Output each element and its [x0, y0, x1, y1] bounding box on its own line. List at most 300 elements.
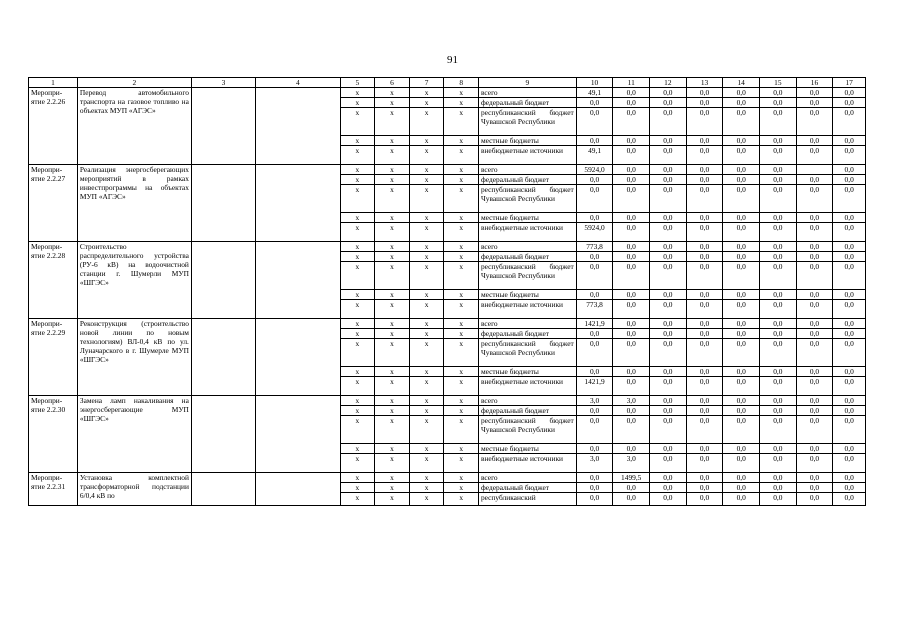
- value-cell: 0,0: [613, 483, 650, 493]
- value-cell: 0,0: [723, 165, 760, 175]
- value-cell: 0,0: [576, 98, 613, 108]
- value-cell: 0,0: [613, 300, 650, 319]
- x-mark-cell: х: [409, 454, 444, 473]
- page-number: 91: [447, 54, 458, 66]
- value-cell: 0,0: [796, 108, 833, 136]
- x-mark-cell: х: [444, 252, 479, 262]
- funding-source: местные бюджеты: [478, 290, 576, 300]
- x-mark-cell: х: [375, 444, 410, 454]
- value-cell: 0,0: [723, 416, 760, 444]
- funding-source: местные бюджеты: [478, 367, 576, 377]
- x-mark-cell: х: [340, 146, 375, 165]
- x-mark-cell: х: [409, 406, 444, 416]
- value-cell: 0,0: [613, 319, 650, 329]
- value-cell: 0,0: [613, 165, 650, 175]
- value-cell: 0,0: [760, 223, 797, 242]
- value-cell: 0,0: [650, 329, 687, 339]
- value-cell: 0,0: [796, 367, 833, 377]
- value-cell: 0,0: [650, 454, 687, 473]
- activity-code: Меропри-ятие 2.2.26: [29, 88, 78, 165]
- value-cell: 0,0: [613, 108, 650, 136]
- value-cell: 0,0: [686, 98, 723, 108]
- value-cell: 0,0: [796, 185, 833, 213]
- table-row: [29, 319, 866, 329]
- value-cell: 0,0: [686, 483, 723, 493]
- funding-source: федеральный бюджет: [478, 406, 576, 416]
- value-cell: 0,0: [576, 290, 613, 300]
- x-mark-cell: х: [375, 300, 410, 319]
- empty-cell: [191, 88, 255, 165]
- value-cell: 0,0: [613, 367, 650, 377]
- value-cell: 0,0: [686, 319, 723, 329]
- value-cell: 0,0: [576, 367, 613, 377]
- x-mark-cell: х: [340, 300, 375, 319]
- value-cell: 0,0: [686, 339, 723, 367]
- value-cell: 0,0: [833, 329, 866, 339]
- x-mark-cell: х: [444, 493, 479, 506]
- value-cell: 0,0: [686, 454, 723, 473]
- x-mark-cell: х: [409, 213, 444, 223]
- value-cell: 0,0: [723, 108, 760, 136]
- x-mark-cell: х: [409, 416, 444, 444]
- x-mark-cell: х: [409, 223, 444, 242]
- value-cell: 0,0: [650, 416, 687, 444]
- value-cell: 0,0: [723, 377, 760, 396]
- x-mark-cell: х: [444, 136, 479, 146]
- value-cell: 0,0: [833, 300, 866, 319]
- header-cell: 12: [650, 78, 687, 88]
- x-mark-cell: х: [340, 165, 375, 175]
- funding-source: местные бюджеты: [478, 136, 576, 146]
- value-cell: 0,0: [686, 396, 723, 406]
- empty-cell: [191, 319, 255, 396]
- x-mark-cell: х: [375, 108, 410, 136]
- value-cell: 0,0: [576, 444, 613, 454]
- x-mark-cell: х: [340, 242, 375, 252]
- value-cell: 0,0: [686, 185, 723, 213]
- x-mark-cell: х: [444, 329, 479, 339]
- value-cell: 0,0: [796, 300, 833, 319]
- empty-cell: [256, 242, 341, 319]
- value-cell: 0,0: [650, 483, 687, 493]
- value-cell: 0,0: [796, 88, 833, 98]
- value-cell: 1421,9: [576, 377, 613, 396]
- value-cell: 0,0: [796, 223, 833, 242]
- x-mark-cell: х: [444, 367, 479, 377]
- value-cell: 0,0: [760, 136, 797, 146]
- value-cell: 0,0: [613, 377, 650, 396]
- value-cell: 0,0: [833, 185, 866, 213]
- value-cell: 0,0: [723, 406, 760, 416]
- value-cell: 0,0: [613, 146, 650, 165]
- x-mark-cell: х: [409, 185, 444, 213]
- value-cell: 0,0: [796, 444, 833, 454]
- value-cell: 0,0: [796, 136, 833, 146]
- value-cell: 0,0: [650, 136, 687, 146]
- value-cell: 0,0: [613, 175, 650, 185]
- x-mark-cell: х: [340, 339, 375, 367]
- empty-cell: [256, 165, 341, 242]
- value-cell: 0,0: [723, 88, 760, 98]
- value-cell: 0,0: [833, 175, 866, 185]
- x-mark-cell: х: [375, 98, 410, 108]
- value-cell: 0,0: [576, 406, 613, 416]
- value-cell: 0,0: [760, 252, 797, 262]
- x-mark-cell: х: [444, 396, 479, 406]
- x-mark-cell: х: [409, 175, 444, 185]
- funding-source: федеральный бюджет: [478, 175, 576, 185]
- funding-source: всего: [478, 165, 576, 175]
- funding-source: федеральный бюджет: [478, 252, 576, 262]
- value-cell: 0,0: [686, 175, 723, 185]
- header-cell: 2: [77, 78, 191, 88]
- table-body: [29, 88, 866, 506]
- x-mark-cell: х: [409, 473, 444, 483]
- value-cell: 0,0: [576, 175, 613, 185]
- value-cell: 0,0: [650, 223, 687, 242]
- value-cell: 0,0: [723, 223, 760, 242]
- x-mark-cell: х: [375, 88, 410, 98]
- x-mark-cell: х: [444, 377, 479, 396]
- x-mark-cell: х: [375, 252, 410, 262]
- empty-cell: [191, 242, 255, 319]
- value-cell: 0,0: [613, 252, 650, 262]
- value-cell: 0,0: [796, 175, 833, 185]
- empty-cell: [256, 88, 341, 165]
- funding-source: республиканский бюджет Чувашской Республики: [478, 262, 576, 290]
- empty-cell: [191, 396, 255, 473]
- value-cell: 0,0: [796, 406, 833, 416]
- value-cell: 0,0: [833, 98, 866, 108]
- x-mark-cell: х: [340, 473, 375, 483]
- value-cell: 0,0: [796, 483, 833, 493]
- value-cell: 0,0: [760, 483, 797, 493]
- value-cell: 0,0: [723, 339, 760, 367]
- value-cell: 0,0: [613, 136, 650, 146]
- value-cell: 0,0: [833, 165, 866, 175]
- header-row: [29, 78, 866, 88]
- value-cell: 5924,0: [576, 223, 613, 242]
- value-cell: 0,0: [833, 146, 866, 165]
- value-cell: 0,0: [723, 444, 760, 454]
- funding-source: всего: [478, 396, 576, 406]
- value-cell: 0,0: [723, 473, 760, 483]
- value-cell: 0,0: [650, 396, 687, 406]
- value-cell: 0,0: [796, 329, 833, 339]
- x-mark-cell: х: [375, 136, 410, 146]
- x-mark-cell: х: [409, 290, 444, 300]
- funding-source: всего: [478, 473, 576, 483]
- value-cell: 0,0: [833, 108, 866, 136]
- value-cell: 0,0: [796, 262, 833, 290]
- x-mark-cell: х: [340, 223, 375, 242]
- value-cell: 0,0: [833, 88, 866, 98]
- value-cell: 0,0: [686, 165, 723, 175]
- empty-cell: [256, 473, 341, 506]
- value-cell: 0,0: [833, 367, 866, 377]
- value-cell: 0,0: [723, 146, 760, 165]
- header-cell: 11: [613, 78, 650, 88]
- value-cell: 0,0: [796, 213, 833, 223]
- value-cell: 0,0: [686, 242, 723, 252]
- value-cell: 0,0: [723, 483, 760, 493]
- value-cell: 0,0: [833, 493, 866, 506]
- x-mark-cell: х: [340, 252, 375, 262]
- value-cell: 0,0: [650, 242, 687, 252]
- value-cell: 0,0: [760, 319, 797, 329]
- empty-cell: [191, 165, 255, 242]
- value-cell: 0,0: [686, 252, 723, 262]
- table-row: [29, 396, 866, 406]
- value-cell: 0,0: [760, 185, 797, 213]
- empty-cell: [256, 396, 341, 473]
- value-cell: 5924,0: [576, 165, 613, 175]
- value-cell: 0,0: [723, 319, 760, 329]
- x-mark-cell: х: [444, 165, 479, 175]
- x-mark-cell: х: [340, 108, 375, 136]
- value-cell: 0,0: [576, 108, 613, 136]
- activity-code: Меропри-ятие 2.2.29: [29, 319, 78, 396]
- value-cell: 0,0: [613, 339, 650, 367]
- header-cell: 5: [340, 78, 375, 88]
- value-cell: 0,0: [650, 213, 687, 223]
- value-cell: 0,0: [760, 165, 797, 175]
- value-cell: 0,0: [723, 262, 760, 290]
- x-mark-cell: х: [375, 165, 410, 175]
- value-cell: 0,0: [723, 252, 760, 262]
- x-mark-cell: х: [444, 339, 479, 367]
- value-cell: 0,0: [613, 223, 650, 242]
- funding-source: всего: [478, 242, 576, 252]
- value-cell: 0,0: [576, 483, 613, 493]
- x-mark-cell: х: [340, 213, 375, 223]
- x-mark-cell: х: [375, 473, 410, 483]
- value-cell: 0,0: [723, 300, 760, 319]
- x-mark-cell: х: [409, 329, 444, 339]
- value-cell: 0,0: [760, 473, 797, 483]
- value-cell: 0,0: [576, 136, 613, 146]
- x-mark-cell: х: [340, 416, 375, 444]
- x-mark-cell: х: [340, 329, 375, 339]
- value-cell: 0,0: [613, 213, 650, 223]
- x-mark-cell: х: [444, 98, 479, 108]
- funding-source: республиканский: [478, 493, 576, 506]
- x-mark-cell: х: [375, 146, 410, 165]
- x-mark-cell: х: [444, 88, 479, 98]
- activity-name: Реконструкция (строительство новой линии по новым технологиям) ВЛ-0,4 кВ по ул. Луначарского в г. Шумерле МУП «ШГЭС»: [77, 319, 191, 396]
- value-cell: 0,0: [650, 88, 687, 98]
- value-cell: 0,0: [613, 416, 650, 444]
- header-cell: 4: [256, 78, 341, 88]
- value-cell: 0,0: [686, 300, 723, 319]
- value-cell: 0,0: [613, 98, 650, 108]
- header-cell: 14: [723, 78, 760, 88]
- value-cell: 0,0: [576, 493, 613, 506]
- value-cell: 0,0: [650, 262, 687, 290]
- funding-source: федеральный бюджет: [478, 98, 576, 108]
- value-cell: 0,0: [796, 319, 833, 329]
- value-cell: 0,0: [650, 98, 687, 108]
- value-cell: 0,0: [650, 473, 687, 483]
- value-cell: [796, 165, 833, 175]
- x-mark-cell: х: [444, 444, 479, 454]
- value-cell: 0,0: [723, 396, 760, 406]
- value-cell: 0,0: [760, 242, 797, 252]
- x-mark-cell: х: [444, 223, 479, 242]
- value-cell: 0,0: [576, 213, 613, 223]
- value-cell: 0,0: [760, 493, 797, 506]
- value-cell: 0,0: [650, 493, 687, 506]
- activity-code: Меропри-ятие 2.2.28: [29, 242, 78, 319]
- x-mark-cell: х: [409, 242, 444, 252]
- funding-source: республиканский бюджет Чувашской Республики: [478, 416, 576, 444]
- value-cell: 0,0: [796, 146, 833, 165]
- header-cell: 8: [444, 78, 479, 88]
- value-cell: 0,0: [650, 406, 687, 416]
- value-cell: 49,1: [576, 88, 613, 98]
- x-mark-cell: х: [375, 493, 410, 506]
- value-cell: 0,0: [723, 493, 760, 506]
- x-mark-cell: х: [375, 396, 410, 406]
- value-cell: 0,0: [796, 377, 833, 396]
- value-cell: 0,0: [833, 223, 866, 242]
- x-mark-cell: х: [444, 319, 479, 329]
- value-cell: 0,0: [833, 444, 866, 454]
- value-cell: 0,0: [650, 252, 687, 262]
- value-cell: 0,0: [760, 377, 797, 396]
- funding-source: местные бюджеты: [478, 213, 576, 223]
- value-cell: 0,0: [760, 290, 797, 300]
- value-cell: 0,0: [760, 146, 797, 165]
- value-cell: 0,0: [796, 493, 833, 506]
- x-mark-cell: х: [375, 185, 410, 213]
- x-mark-cell: х: [375, 406, 410, 416]
- x-mark-cell: х: [375, 319, 410, 329]
- empty-cell: [191, 473, 255, 506]
- value-cell: 0,0: [796, 454, 833, 473]
- activity-name: Реализация энергосберегающих мероприятий в рамках инвестпрограммы на объектах МУП «АГЭС»: [77, 165, 191, 242]
- value-cell: 0,0: [723, 175, 760, 185]
- header-cell: 15: [760, 78, 797, 88]
- value-cell: 0,0: [760, 300, 797, 319]
- value-cell: 0,0: [576, 329, 613, 339]
- header-cell: 16: [796, 78, 833, 88]
- value-cell: 0,0: [686, 223, 723, 242]
- value-cell: 0,0: [686, 493, 723, 506]
- value-cell: 0,0: [613, 493, 650, 506]
- x-mark-cell: х: [409, 300, 444, 319]
- x-mark-cell: х: [340, 88, 375, 98]
- x-mark-cell: х: [375, 367, 410, 377]
- x-mark-cell: х: [340, 175, 375, 185]
- x-mark-cell: х: [444, 290, 479, 300]
- value-cell: 0,0: [796, 242, 833, 252]
- activity-code: Меропри-ятие 2.2.31: [29, 473, 78, 506]
- value-cell: 0,0: [833, 290, 866, 300]
- value-cell: 0,0: [723, 136, 760, 146]
- value-cell: 0,0: [650, 319, 687, 329]
- header-cell: 10: [576, 78, 613, 88]
- x-mark-cell: х: [409, 262, 444, 290]
- value-cell: 0,0: [833, 406, 866, 416]
- value-cell: 0,0: [650, 444, 687, 454]
- x-mark-cell: х: [444, 175, 479, 185]
- funding-source: республиканский бюджет Чувашской Республики: [478, 185, 576, 213]
- value-cell: 0,0: [613, 88, 650, 98]
- value-cell: 3,0: [576, 396, 613, 406]
- x-mark-cell: х: [409, 396, 444, 406]
- funding-source: всего: [478, 319, 576, 329]
- x-mark-cell: х: [409, 444, 444, 454]
- x-mark-cell: х: [375, 339, 410, 367]
- header-cell: 6: [375, 78, 410, 88]
- header-cell: 13: [686, 78, 723, 88]
- header-cell: 17: [833, 78, 866, 88]
- value-cell: 0,0: [833, 454, 866, 473]
- value-cell: 0,0: [833, 396, 866, 406]
- x-mark-cell: х: [340, 319, 375, 329]
- value-cell: 0,0: [760, 454, 797, 473]
- value-cell: 0,0: [723, 329, 760, 339]
- x-mark-cell: х: [444, 213, 479, 223]
- value-cell: 0,0: [650, 367, 687, 377]
- value-cell: 0,0: [833, 136, 866, 146]
- x-mark-cell: х: [375, 175, 410, 185]
- header-cell: 3: [191, 78, 255, 88]
- x-mark-cell: х: [340, 98, 375, 108]
- value-cell: 0,0: [613, 406, 650, 416]
- value-cell: 0,0: [686, 367, 723, 377]
- value-cell: 0,0: [686, 416, 723, 444]
- value-cell: 0,0: [723, 367, 760, 377]
- value-cell: 0,0: [833, 483, 866, 493]
- value-cell: 0,0: [686, 146, 723, 165]
- value-cell: 0,0: [833, 242, 866, 252]
- value-cell: 0,0: [833, 319, 866, 329]
- value-cell: 0,0: [686, 473, 723, 483]
- x-mark-cell: х: [340, 185, 375, 213]
- value-cell: 0,0: [576, 185, 613, 213]
- value-cell: 0,0: [650, 108, 687, 136]
- value-cell: 0,0: [760, 108, 797, 136]
- funding-source: федеральный бюджет: [478, 329, 576, 339]
- value-cell: 0,0: [723, 185, 760, 213]
- value-cell: 0,0: [576, 473, 613, 483]
- x-mark-cell: х: [444, 300, 479, 319]
- value-cell: 0,0: [760, 444, 797, 454]
- value-cell: 0,0: [760, 213, 797, 223]
- value-cell: 0,0: [760, 339, 797, 367]
- x-mark-cell: х: [375, 223, 410, 242]
- x-mark-cell: х: [340, 454, 375, 473]
- value-cell: 0,0: [760, 396, 797, 406]
- value-cell: 0,0: [650, 185, 687, 213]
- value-cell: 0,0: [613, 444, 650, 454]
- x-mark-cell: х: [444, 416, 479, 444]
- value-cell: 0,0: [686, 377, 723, 396]
- activity-code: Меропри-ятие 2.2.30: [29, 396, 78, 473]
- value-cell: 0,0: [760, 98, 797, 108]
- funding-source: внебюджетные источники: [478, 377, 576, 396]
- activity-name: Замена ламп накаливания на энергосберегающие МУП «ШГЭС»: [77, 396, 191, 473]
- value-cell: 0,0: [796, 290, 833, 300]
- x-mark-cell: х: [375, 213, 410, 223]
- value-cell: 0,0: [796, 98, 833, 108]
- x-mark-cell: х: [409, 339, 444, 367]
- value-cell: 0,0: [796, 252, 833, 262]
- value-cell: 0,0: [613, 329, 650, 339]
- x-mark-cell: х: [444, 473, 479, 483]
